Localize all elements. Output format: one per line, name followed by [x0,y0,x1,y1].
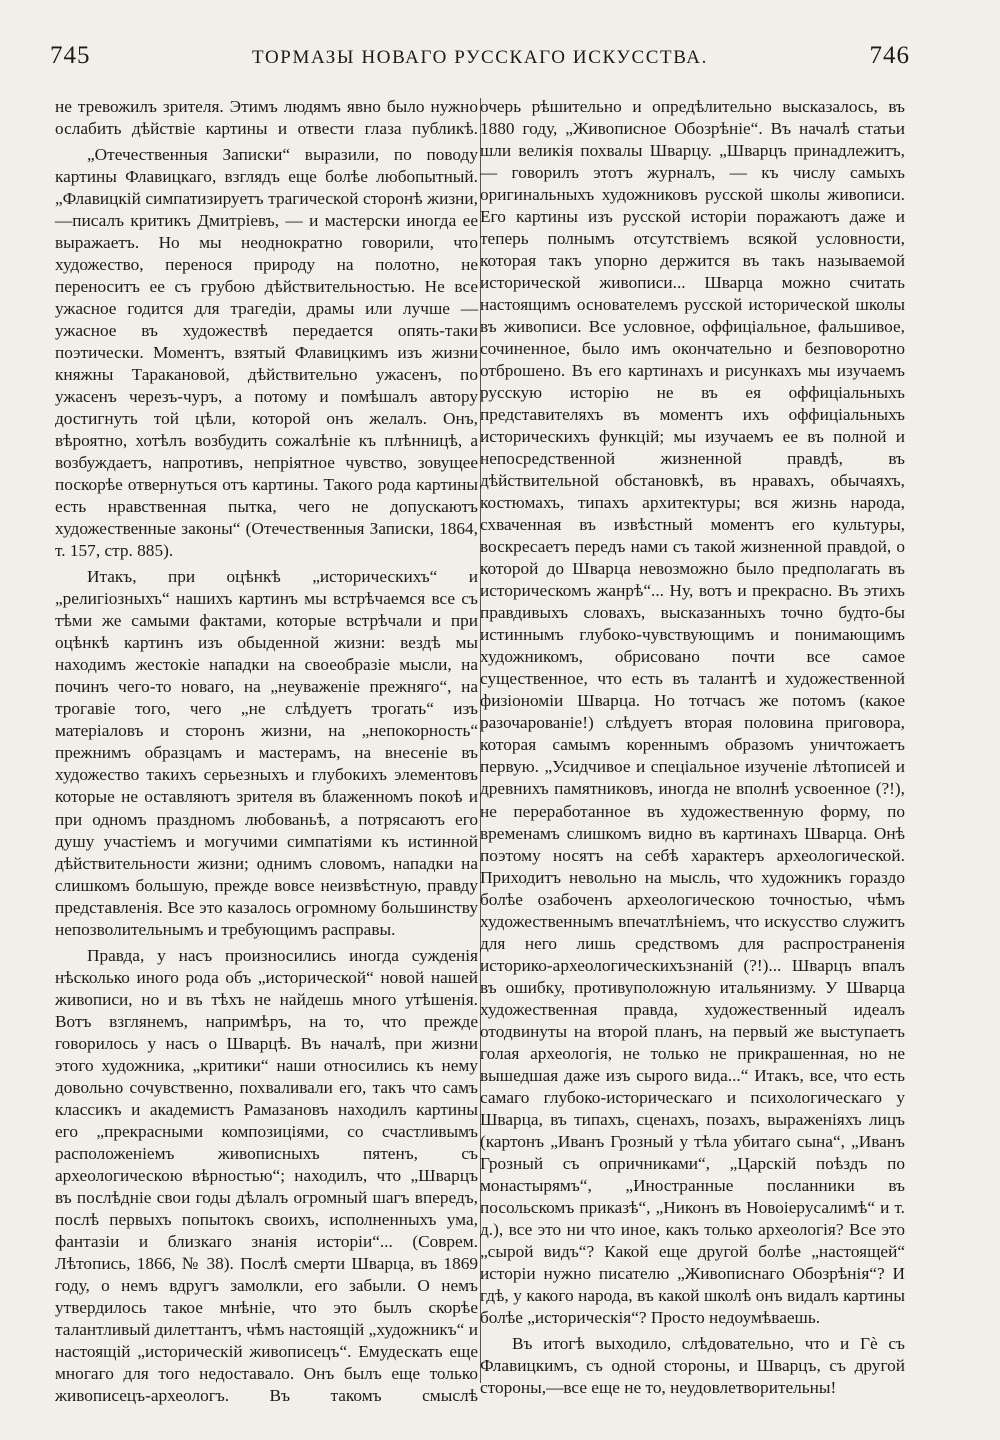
paragraph: Правда, у насъ произносились иногда сужденія нѣсколько иного рода объ „исторической“ новой нашей живописи, но и въ тѣхъ не найдешь много утѣшенія. Вотъ взглянемъ, напримѣръ, на то, что прежде говорилось у насъ о Шварцѣ. Въ началѣ, при жизни этого художника, „критики“ наши относились къ нему довольно сочувственно, похваливали его, такъ что самъ классикъ и академистъ Рамазановъ находилъ картины его „прекрасными композиціями, со счастливымъ расположеніемъ живописныхъ пятенъ, съ археологическою вѣрностью“; находилъ, что „Шварцъ въ послѣдніе свои годы дѣлалъ огромный шагъ впередъ, послѣ первыхъ попытокъ своихъ, исполненныхъ ума, фантазіи и близкаго знанія исторіи“... (Соврем. Лѣтопись, 1866, № 38). Послѣ смерти Шварца, въ 1869 году, о немъ вдругъ замолкли, его забыли. О немъ утвердилось такое мнѣніе, что это былъ скорѣе талантливый дилеттантъ, чѣмъ настоящій „художникъ“ и настоящій „историческій живописецъ“. Емудескать еще многаго для того недоставало. Онъ былъ еще только живописецъ-археологъ. Въ такомъ смыслѣ [55,945,478,1405]
paragraph: „Отечественныя Записки“ выразили, по поводу картины Флавицкаго, взглядъ еще болѣе любопытный. „Флавицкій симпатизируетъ трагической сторонѣ жизни,—писалъ критикъ Дмитріевъ, — и мастерски иногда ее выражаетъ. Но мы неоднократно говорили, что художество, перенося природу на полотно, не переноситъ ее съ грубою дѣйствительностью. Не все ужасное годится для трагедіи, драмы или лучше — ужасное въ художествѣ передается опять-таки поэтически. Моментъ, взятый Флавицкимъ изъ жизни княжны Таракановой, дѣйствительно ужасенъ, по ужасенъ черезъ-чуръ, а потому и помѣшалъ автору достигнуть той цѣли, которой онъ желалъ. Онъ, вѣроятно, хотѣлъ возбудить сожалѣніе къ плѣнницѣ, а возбуждаетъ, напротивъ, непріятное чувство, зовущее поскорѣе отвернуться отъ картины. Такого рода картины есть нравственная пытка, чего не допускаютъ художественные законы“ (Отечественныя Записки, 1864, т. 157, стр. 885). [55,145,478,561]
paragraph: Въ итогѣ выходило, слѣдовательно, что и Гè съ Флавицкимъ, съ одной стороны, и Шварцъ, съ другой стороны,—все еще не то, неудовлетворительны! [480,1333,905,1397]
paragraph: не тревожилъ зрителя. Этимъ людямъ явно было нужно ослабить дѣйствіе картины и отвести глаза публикѣ. [55,97,478,139]
paragraph: очерь рѣшительно и опредѣлительно высказалось, въ 1880 году, „Живописное Обозрѣніе“. Въ началѣ статьи шли великія похвалы Шварцу. „Шварцъ принадлежитъ, — говорилъ этотъ журналъ, — къ числу самыхъ оригинальныхъ художниковъ русской школы живописи. Его картины изъ русской исторіи поражаютъ даже и теперь полнымъ отсутствіемъ всякой условности, которая такъ упорно держится въ такъ называемой исторической живописи... Шварца можно считать настоящимъ основателемъ русской исторической школы въ живописи. Все условное, оффиціальное, фальшивое, сочиненное, было имъ окончательно и безповоротно отброшено. Въ его картинахъ и рисункахъ мы изучаемъ русскую исторію не въ ея оффиціальныхъ представителяхъ въ моментъ ихъ оффиціальныхъ историческихъ функцій; мы изучаемъ ее въ полной и непосредственной жизненной правдѣ, въ дѣйствительной обстановкѣ, въ нравахъ, обычаяхъ, костюмахъ, типахъ архитектуры; вся жизнь народа, схваченная въ извѣстный моментъ его культуры, воскресаетъ передъ нами съ такой жизненной правдой, о которой до Шварца невозможно было предполагать въ историческомъ жанрѣ“... Ну, вотъ и прекрасно. Въ этихъ правдивыхъ словахъ, высказанныхъ точно будто-бы истиннымъ глубоко-чувствующимъ и понимающимъ художникомъ, обрисовано почти все самое существенное, что есть въ талантѣ и художественной физіономіи Шварца. Но тотчасъ же потомъ (какое разочарованіе!) слѣдуетъ вторая половина приговора, которая самымъ кореннымъ образомъ уничтожаетъ первую. „Усидчивое и спеціальное изученіе лѣтописей и древнихъ памятниковъ, иногда не вполнѣ усвоенное (?!), не переработанное въ художественную форму, по временамъ слишкомъ видно въ картинахъ Шварца. Онѣ поэтому носятъ на себѣ характеръ археологической. Приходитъ невольно на мысль, что художникъ гораздо болѣе озабоченъ археологическою точностью, чѣмъ художественнымъ впечатлѣніемъ, что искусство служитъ для него лишь средствомъ для распространенія историко-археологическихъзнаній (?!)... Шварцъ впалъ въ ошибку, противуположную итальянизму. У Шварца художественная правда, художественный идеалъ отодвинуты на второй планъ, на первый же выступаетъ голая археологія, не только не прикрашенная, но не вышедшая даже изъ сырого вида...“ Итакъ, все, что есть самаго глубоко-историческаго и психологическаго у Шварца, въ типахъ, сценахъ, позахъ, выраженіяхъ лицъ (картонъ „Иванъ Грозный у тѣла убитаго сына“, „Иванъ Грозный съ опричниками“, „Царскій поѣздъ по монастырямъ“, „Иностранные посланники въ посольскомъ приказѣ“, „Никонъ въ Новоіерусалимѣ“ и т. д.), все это ни что иное, какъ только археологія? Все это „сырой видъ“? Какой еще другой болѣе „настоящей“ исторіи нужно писателю „Живописнаго Обозрѣнія“? И гдѣ, у какого народа, въ какой школѣ онъ видалъ картины болѣе „историческія“? Просто недоумѣваешь. [480,97,905,1327]
right-column [480,96,905,1399]
page-number-left: 745 [50,42,91,69]
paragraph: Итакъ, при оцѣнкѣ „историческихъ“ и „религіозныхъ“ нашихъ картинъ мы встрѣчаемся все съ тѣми же самыми фактами, которые встрѣчали и при оцѣнкѣ картинъ изъ обыденной жизни: вездѣ мы находимъ жестокіе нападки на своеобразіе мысли, на починъ чего-то новаго, на „неуваженіе прежняго“, на трогавіе того, чего „не слѣдуетъ трогать“ изъ матеріаловъ и сторонъ жизни, на „непокорность“ прежнимъ образцамъ и мастерамъ, на внесеніе въ художество такихъ серьезныхъ и глубокихъ элементовъ которые не оставляютъ зрителя въ блаженномъ покоѣ и при одномъ праздномъ любованьѣ, а потрясаютъ его душу участіемъ и могучими симпатіями къ истинной дѣйствительности жизни; однимъ словомъ, нападки на слишкомъ большую, прежде вовсе неизвѣстную, правду представленія. Все это казалось огромному большинству непозволительнымъ и требующимъ расправы. [55,567,478,939]
left-column [55,96,478,1407]
page-header [50,42,910,82]
page-number-right: 746 [869,42,910,69]
running-title: ТОРМАЗЫ НОВАГО РУССКАГО ИСКУССТВА. [252,47,708,68]
